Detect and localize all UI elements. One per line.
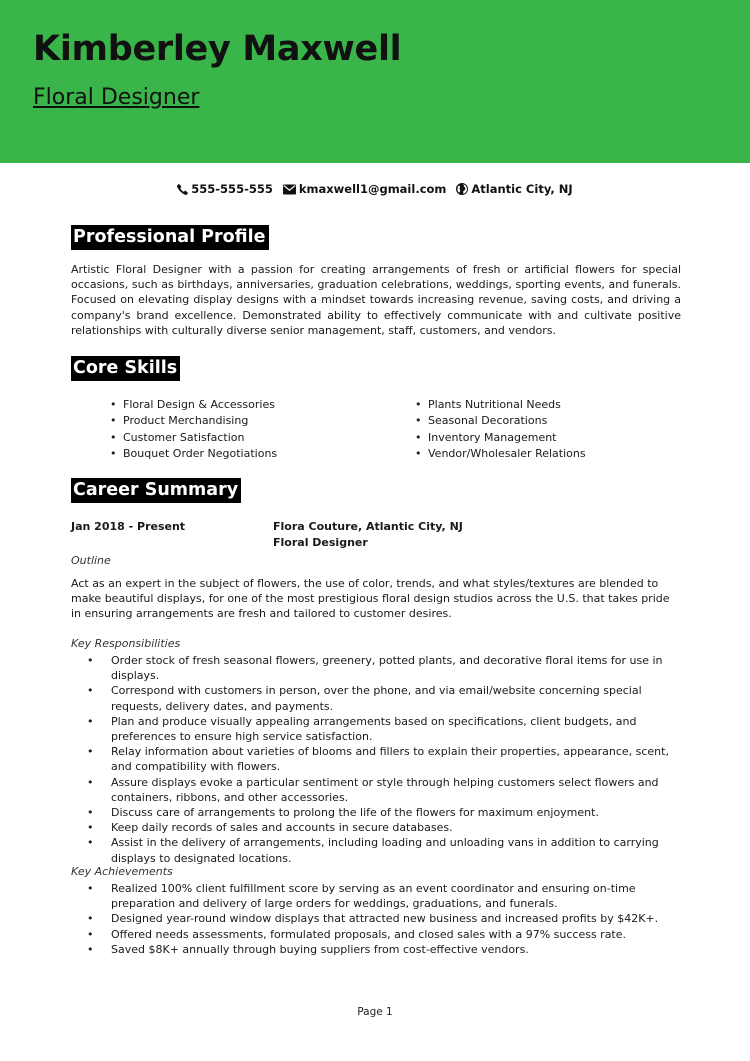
header-banner: [0, 0, 750, 163]
contact-bar: [0, 180, 750, 198]
achievement-item: • Realized 100% client fulfillment score by serving as an event coordinator and ensuring on-time preparation and delivery of large orders for weddings, graduations, and funerals.: [71, 881, 683, 911]
responsibility-item: • Correspond with customers in person, over the phone, and via email/website concerning special requests, delivery dates, and payments.: [71, 683, 683, 713]
skill-item: • Plants Nutritional Needs: [415, 397, 586, 413]
achievement-item: • Offered needs assessments, formulated proposals, and closed sales with a 97% success rate.: [71, 927, 683, 942]
responsibility-item: • Order stock of fresh seasonal flowers, greenery, potted plants, and decorative floral items for use in displays.: [71, 653, 683, 683]
skills-list-left: [110, 397, 277, 462]
globe-icon: [456, 183, 468, 195]
achievement-item: • Saved $8K+ annually through buying suppliers from cost-effective vendors.: [71, 942, 683, 957]
job-position: Floral Designer: [273, 535, 368, 549]
skill-item: • Customer Satisfaction: [110, 430, 277, 446]
skills-heading: Core Skills: [71, 356, 180, 381]
contact-location: [456, 180, 572, 198]
candidate-name: Kimberley Maxwell: [33, 29, 402, 69]
responsibilities-list: [71, 653, 683, 866]
profile-heading: Professional Profile: [71, 225, 269, 250]
achievements-label: Key Achievements: [71, 865, 173, 878]
responsibility-item: • Assist in the delivery of arrangements, including loading and unloading vans in addition to carrying displays to designated locations.: [71, 835, 683, 865]
location-text: Atlantic City, NJ: [471, 182, 573, 196]
email-text: kmaxwell1@gmail.com: [298, 182, 447, 196]
responsibility-item: • Discuss care of arrangements to prolong the life of the flowers for maximum enjoyment.: [71, 805, 683, 820]
phone-text: 555-555-555: [191, 182, 273, 196]
skill-item: • Vendor/Wholesaler Relations: [415, 446, 586, 462]
outline-text: Act as an expert in the subject of flowers, the use of color, trends, and what styles/textures are blended to make beautiful displays, for one of the most prestigious floral design studios across the U.S. that takes pride in ensuring arrangements are fresh and tailored to customer desires.: [71, 577, 670, 621]
skill-item: • Product Merchandising: [110, 413, 277, 429]
job-employer-block: [273, 519, 463, 550]
phone-icon: [177, 184, 188, 195]
achievements-list: [71, 881, 683, 957]
page-number: Page 1: [357, 1006, 393, 1018]
contact-phone: [177, 180, 273, 198]
responsibility-item: • Relay information about varieties of blooms and fillers to explain their properties, appearance, scent, and compatibility with flowers.: [71, 744, 683, 774]
envelope-icon: [283, 184, 296, 195]
responsibility-item: • Plan and produce visually appealing arrangements based on specifications, client budgets, and preferences to ensure high service satisfaction.: [71, 714, 683, 744]
skills-list-right: [415, 397, 586, 462]
responsibilities-label: Key Responsibilities: [71, 637, 181, 650]
job-company: Flora Couture, Atlantic City, NJ: [273, 520, 463, 533]
career-heading: Career Summary: [71, 478, 241, 503]
contact-email: [283, 180, 447, 198]
skill-item: • Bouquet Order Negotiations: [110, 446, 277, 462]
outline-label: Outline: [71, 554, 111, 567]
skill-item: • Floral Design & Accessories: [110, 397, 277, 413]
achievement-item: • Designed year-round window displays that attracted new business and increased profits by $42K+.: [71, 911, 683, 926]
profile-summary: Artistic Floral Designer with a passion for creating arrangements of fresh or artificial flowers for special occasions, such as birthdays, anniversaries, graduation celebrations, weddings, sporting events, and funerals. Focused on elevating display designs with a mindset towards increasing revenue, saving costs, and driving a company's brand excellence. Demonstrated ability to effectively communicate with and cultivate positive relationships with culturally diverse senior management, staff, customers, and vendors.: [71, 263, 681, 337]
candidate-role: Floral Designer: [33, 85, 200, 110]
job-dates: Jan 2018 - Present: [71, 520, 186, 533]
skill-item: • Seasonal Decorations: [415, 413, 586, 429]
responsibility-item: • Keep daily records of sales and accounts in secure databases.: [71, 820, 683, 835]
responsibility-item: • Assure displays evoke a particular sentiment or style through helping customers select flowers and containers, ribbons, and other accessories.: [71, 775, 683, 805]
skill-item: • Inventory Management: [415, 430, 586, 446]
